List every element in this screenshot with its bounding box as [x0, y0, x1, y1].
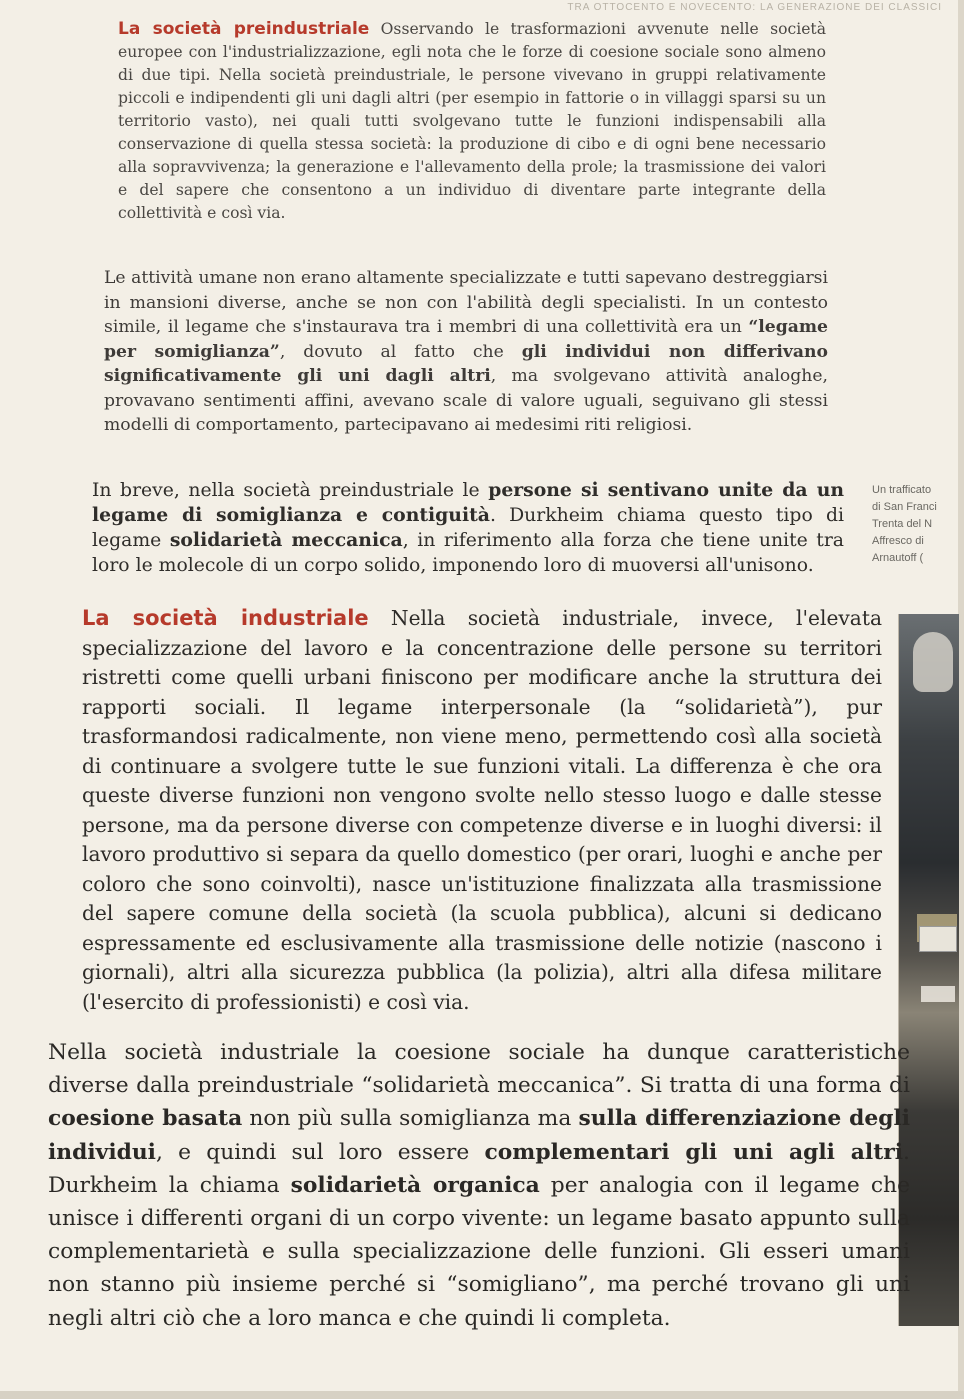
sign-shape — [921, 986, 955, 1002]
text-run: Nella società industriale la coesione sociale ha dunque caratteristiche diverse dalla preindustriale “solidarietà meccanica”. Si tratta di una forma di — [48, 1040, 910, 1099]
text-run: . Durkheim chiama questo tipo di legame — [92, 505, 844, 551]
paragraph-text: Osservando le trasformazioni avvenute nelle società europee con l'industrializzazione, egli nota che le forze di coesione sociale sono almeno di due tipi. Nella società preindustriale, le persone vivevano in gruppi relativamente piccoli e indipendenti gli uni dagli altri (per esempio in fattorie o in villaggi sparsi su un territorio vasto), nei quali tutti svolgevano tutte le funzioni indispensabili alla conservazione di quella stessa società: la produzione di cibo e di ogni bene necessario alla sopravvivenza; la generazione e l'allevamento della prole; la trasmissione dei valori e del sapere che consentono a un individuo di diventare parte integrante della collettività e così via. — [118, 20, 826, 222]
section-preindustrial-summary — [92, 478, 844, 578]
text-run: . Durkheim la chiama — [48, 1139, 910, 1198]
sign-shape — [919, 926, 957, 952]
caption-line: Affresco di — [872, 535, 924, 547]
paragraph — [104, 266, 828, 438]
caption-line: Un trafficato — [872, 484, 932, 496]
bold-term: complementari gli uni agli altri — [484, 1139, 904, 1165]
paragraph — [82, 604, 882, 1017]
paragraph — [118, 18, 826, 225]
paragraph — [92, 478, 844, 578]
paragraph-text: Nella società industriale, invece, l'elevata specializzazione del lavoro e la concentrazione delle persone su territori ristretti come quelli urbani finiscono per modificare anche la struttura dei rapporti sociali. Il legame interpersonale (la “solidarietà”), pur trasformandosi radicalmente, non viene meno, permettendo così alla società di continuare a svolgere tutte le sue funzioni vitali. La differenza è che ora queste diverse funzioni non vengono svolte nello stesso luogo e dalle stesse persone, ma da persone diverse con competenze diverse e in luoghi diversi: il lavoro produttivo si separa da quello domestico (per orari, luoghi e anche per coloro che sono coinvolti), nasce un'istituzione finalizzata alla trasmissione del sapere comune della società (la scuola pubblica), alcuni si dedicano espressamente ed esclusivamente alla trasmissione delle notizie (nascono i giornali), altri alla sicurezza pubblica (la polizia), altri alla difesa militare (l'esercito di professionisti) e così via. — [82, 606, 882, 1014]
section-industrial — [82, 604, 882, 1017]
section-heading-industrial: La società industriale — [82, 606, 369, 630]
text-run: per analogia con il legame che unisce i differenti organi di un corpo vivente: un legame basato appunto sulla complementarietà e sulla specializzazione delle funzioni. Gli esseri umani non stanno più insieme perché si “somigliano”, ma perché trovano gli uni negli altri ciò che a loro manca e che quindi li completa. — [48, 1172, 910, 1331]
caption-line: Trenta del N — [872, 518, 933, 530]
section-heading-preindustrial: La società preindustriale — [118, 19, 370, 39]
text-run: , ma svolgevano attività analoghe, provavano sentimenti affini, avevano scale di valore uguali, seguivano gli stessi modelli di comportamento, partecipavano ai medesimi riti religiosi. — [104, 366, 828, 435]
bold-term: persone si sentivano unite da un legame di somiglianza e contiguità — [92, 479, 845, 526]
text-run: , dovuto al fatto che — [279, 341, 522, 362]
bold-term: solidarietà meccanica — [169, 529, 403, 551]
lamp-shape — [913, 632, 953, 692]
section-preindustrial-body — [104, 266, 828, 438]
caption-line: Arnautoff ( — [872, 552, 924, 564]
caption-line: di San Franci — [872, 501, 937, 513]
text-run: In breve, nella società preindustriale le — [92, 480, 489, 501]
bold-term: solidarietà organica — [290, 1172, 540, 1198]
image-caption — [872, 482, 962, 567]
bold-term: coesione basata — [48, 1106, 243, 1132]
section-organic-solidarity — [48, 1036, 910, 1335]
text-run: , in riferimento alla forza che tiene unite tra loro le molecole di un corpo solido, imponendo loro di muoversi all'unisono. — [92, 530, 844, 576]
page-bottom-edge — [0, 1391, 964, 1399]
text-run: non più sulla somiglianza ma — [242, 1106, 579, 1132]
text-run: , e quindi sul loro essere — [155, 1139, 485, 1165]
bold-term: sulla differenziazione degli individui — [48, 1106, 911, 1165]
section-preindustrial-intro — [118, 18, 826, 225]
paragraph — [48, 1036, 910, 1335]
bold-term: gli individui non differivano significativamente gli uni dagli altri — [104, 341, 829, 386]
bold-term: “legame per somiglianza” — [104, 317, 828, 362]
text-run: Le attività umane non erano altamente specializzate e tutti sapevano destreggiarsi in mansioni diverse, anche se non con l'abilità degli specialisti. In un contesto simile, il legame che s'instaurava tra i membri di una collettività era un — [104, 268, 828, 337]
running-head: TRA OTTOCENTO E NOVECENTO: LA GENERAZIONE DEI CLASSICI — [567, 2, 942, 13]
